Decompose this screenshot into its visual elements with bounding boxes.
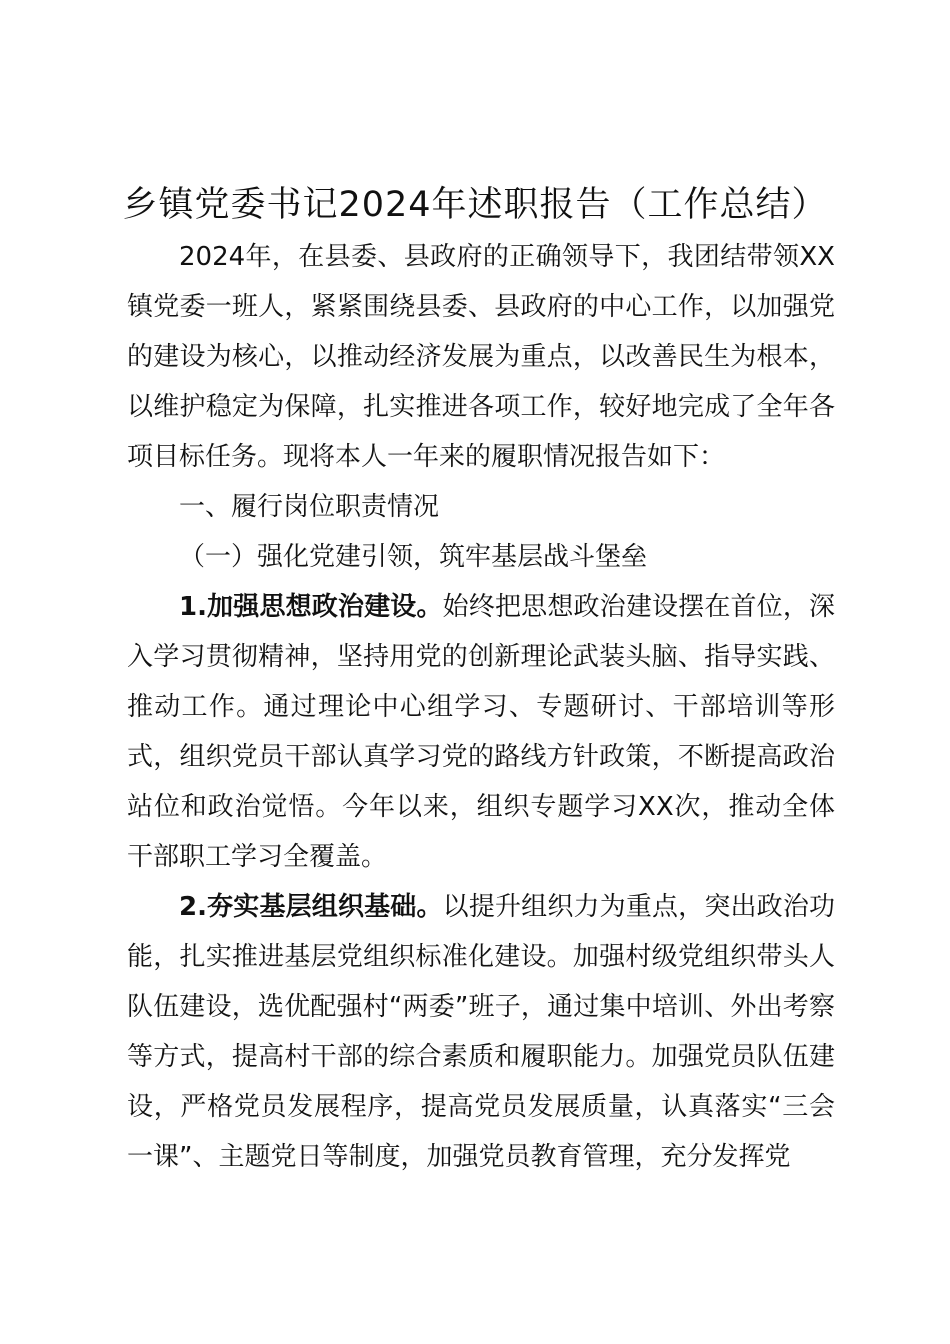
item-2-paragraph xyxy=(127,882,835,1182)
section-heading: 一、履行岗位职责情况 xyxy=(179,492,440,522)
item-1-paragraph xyxy=(127,582,835,882)
intro-paragraph: 2024年，在县委、县政府的正确领导下，我团结带领XX镇党委一班人，紧紧围绕县委、县政府的中心工作，以加强党的建设为核心，以推动经济发展为重点，以改善民生为根本，以维护稳定为保障，扎实推进各项工作，较好地完成了全年各项目标任务。现将本人一年来的履职情况报告如下： xyxy=(127,242,835,472)
item-2-text: 以提升组织力为重点，突出政治功能，扎实推进基层党组织标准化建设。加强村级党组织带头人队伍建设，选优配强村“两委”班子，通过集中培训、外出考察等方式，提高村干部的综合素质和履职能力。加强党员队伍建设，严格党员发展程序，提高党员发展质量，认真落实“三会一课”、主题党日等制度，加强党员教育管理，充分发挥党 xyxy=(127,892,835,1172)
item-1-lead: 1.加强思想政治建设。 xyxy=(179,592,443,622)
document-body xyxy=(127,232,835,1182)
item-1-text: 始终把思想政治建设摆在首位，深入学习贯彻精神，坚持用党的创新理论武装头脑、指导实践、推动工作。通过理论中心组学习、专题研讨、干部培训等形式，组织党员干部认真学习党的路线方针政策，不断提高政治站位和政治觉悟。今年以来，组织专题学习XX次，推动全体干部职工学习全覆盖。 xyxy=(127,592,835,872)
document-title: 乡镇党委书记2024年述职报告（工作总结） xyxy=(122,185,828,225)
subsection-heading: （一）强化党建引领，筑牢基层战斗堡垒 xyxy=(179,542,648,572)
item-2-lead: 2.夯实基层组织基础。 xyxy=(179,892,443,922)
